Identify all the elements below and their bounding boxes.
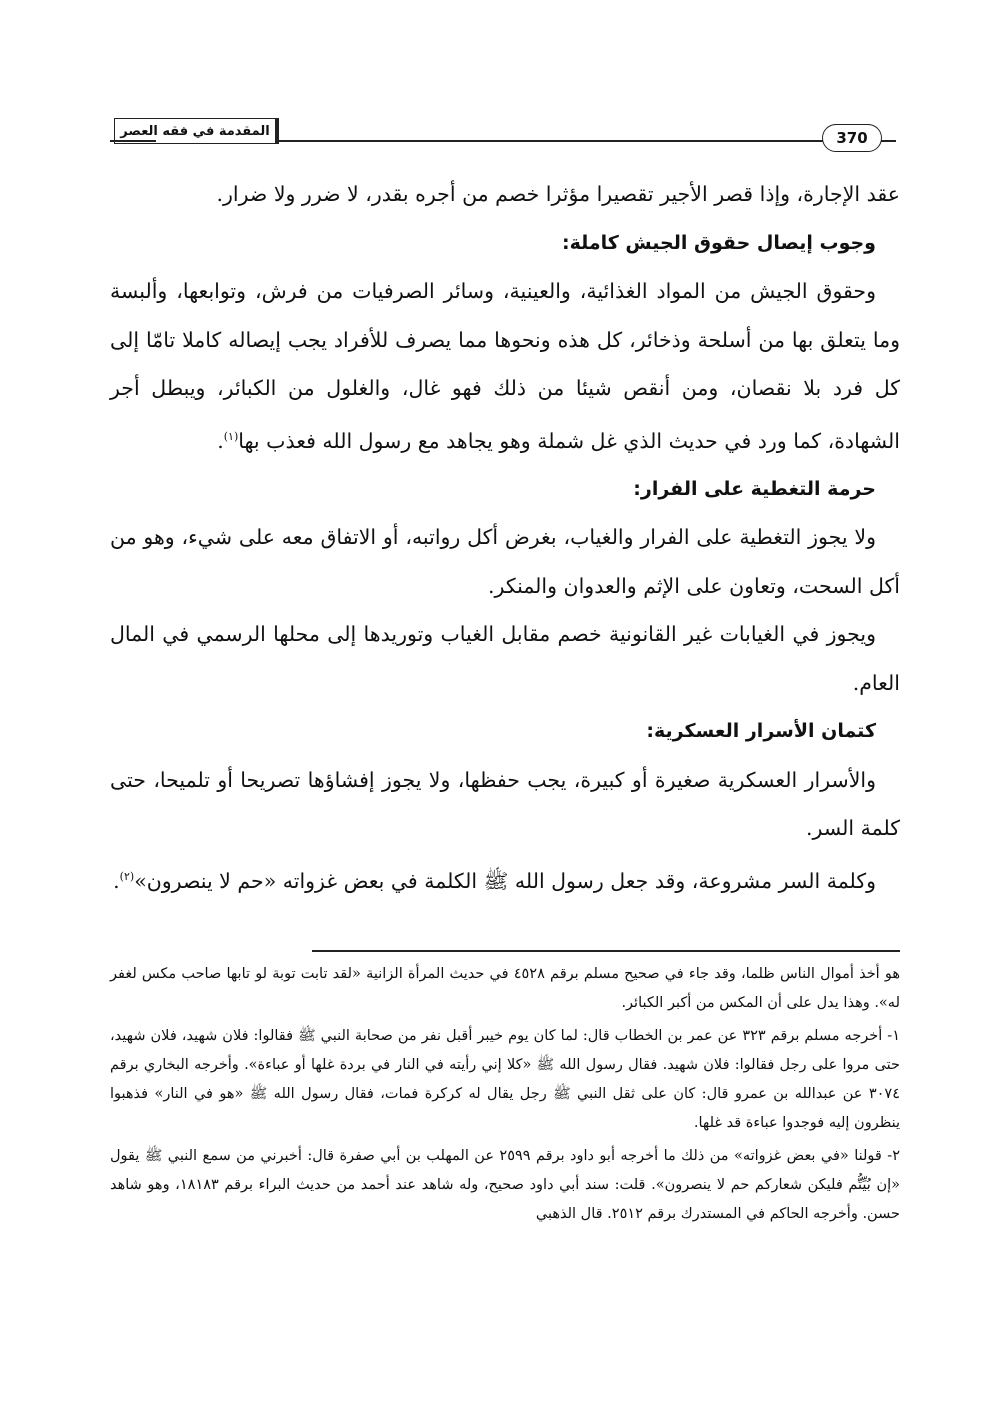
paragraph: ويجوز في الغيابات غير القانونية خصم مقابل الغياب وتوريدها إلى محلها الرسمي في المال العام. — [110, 622, 900, 695]
footnote: ١- أخرجه مسلم برقم ٣٢٣ عن عمر بن الخطاب قال: لما كان يوم خيبر أقبل نفر من صحابة النبي ﷺ فقالوا: فلان شهيد، فلان شهيد، حتى مروا على رجل فقالوا: فلان شهيد. فقال رسول الله ﷺ «كلا إني رأيته في النار في بردة غلها أو عباءة». وأخرجه البخاري برقم ٣٠٧٤ عن عبدالله بن عمرو قال: كان على ثقل النبي ﷺ رجل يقال له كركرة فمات، فقال رسول الله ﷺ «هو في النار» فذهبوا ينظرون إليه فوجدوا عباءة قد غلها. — [110, 1027, 900, 1132]
footnote-ref: (١) — [223, 429, 239, 443]
footnote-ref: (٢) — [119, 869, 135, 883]
main-text — [110, 170, 900, 905]
paragraph: وكلمة السر مشروعة، وقد جعل رسول الله ﷺ الكلمة في بعض غزواته «حم لا ينصرون»$^{(٢)}$. — [113, 868, 876, 893]
paragraph: عقد الإجارة، وإذا قصر الأجير تقصيرا مؤثرا خصم من أجره بقدر، لا ضرر ولا ضرار. — [216, 182, 900, 206]
footnotes — [110, 960, 900, 1233]
paragraph-text: وحقوق الجيش من المواد الغذائية، والعينية، وسائر الصرفيات من فرش، وتوابعها، وألبسة وما يتعلق بها من أسلحة وذخائر، كل هذه ونحوها مما يصرف للأفراد يجب إيصاله كاملا تامّا إلى كل فرد بلا نقصان، ومن أنقص شيئا من ذلك فهو غال، والغلول من الكبائر، ويبطل أجر الشهادة، كما ورد في حديث الذي غل شملة وهو يجاهد مع رسول الله فعذب بها — [110, 279, 900, 453]
footnote: هو أخذ أموال الناس ظلما، وقد جاء في صحيح مسلم برقم ٤٥٢٨ في حديث المرأة الزانية «لقد تابت توبة لو تابها صاحب مكس لغفر له». وهذا يدل على أن المكس من أكبر الكبائر. — [110, 966, 900, 1012]
paragraph-text: وكلمة السر مشروعة، وقد جعل رسول الله ﷺ الكلمة في بعض غزواته «حم لا ينصرون» — [134, 868, 876, 893]
footnote: ٢- قولنا «في بعض غزواته» من ذلك ما أخرجه أبو داود برقم ٢٥٩٩ عن المهلب بن أبي صفرة قال: أخبرني من سمع النبي ﷺ يقول «إن بُيِّتُّم فليكن شعاركم حم لا ينصرون». قلت: سند أبي داود صحيح، وله شاهد عند أحمد من حديث البراء برقم ١٨١٨٣، وهو شاهد حسن. وأخرجه الحاكم في المستدرك برقم ٢٥١٢. قال الذهبي — [110, 1147, 900, 1223]
page-number: 370 — [822, 124, 882, 152]
section-heading: كتمان الأسرار العسكرية: — [646, 720, 876, 743]
paragraph: والأسرار العسكرية صغيرة أو كبيرة، يجب حفظها، ولا يجوز إفشاؤها تصريحا أو تلميحا، حتى كلمة السر. — [110, 767, 900, 841]
paragraph: وحقوق الجيش من المواد الغذائية، والعينية، وسائر الصرفيات من فرش، وتوابعها، وألبسة وما يتعلق بها من أسلحة وذخائر، كل هذه ونحوها مما يصرف للأفراد يجب إيصاله كاملا تامّا إلى كل فرد بلا نقصان، ومن أنقص شيئا من ذلك فهو غال، والغلول من الكبائر، ويبطل أجر الشهادة، كما ورد في حديث الذي غل شملة وهو يجاهد مع رسول الله فعذب بها$^{(١)}$. — [110, 279, 900, 453]
section-heading: حرمة التغطية على الفرار: — [633, 477, 876, 500]
paragraph: ولا يجوز التغطية على الفرار والغياب، بغرض أكل رواتبه، أو الاتفاق معه على شيء، وهو من أكل السحت، وتعاون على الإثم والعدوان والمنكر. — [110, 525, 900, 598]
header-rule-right — [276, 140, 896, 142]
book-title: المقدمة في فقه العصر — [114, 118, 279, 144]
section-heading: وجوب إيصال حقوق الجيش كاملة: — [561, 231, 876, 254]
footnote-separator — [312, 950, 900, 952]
